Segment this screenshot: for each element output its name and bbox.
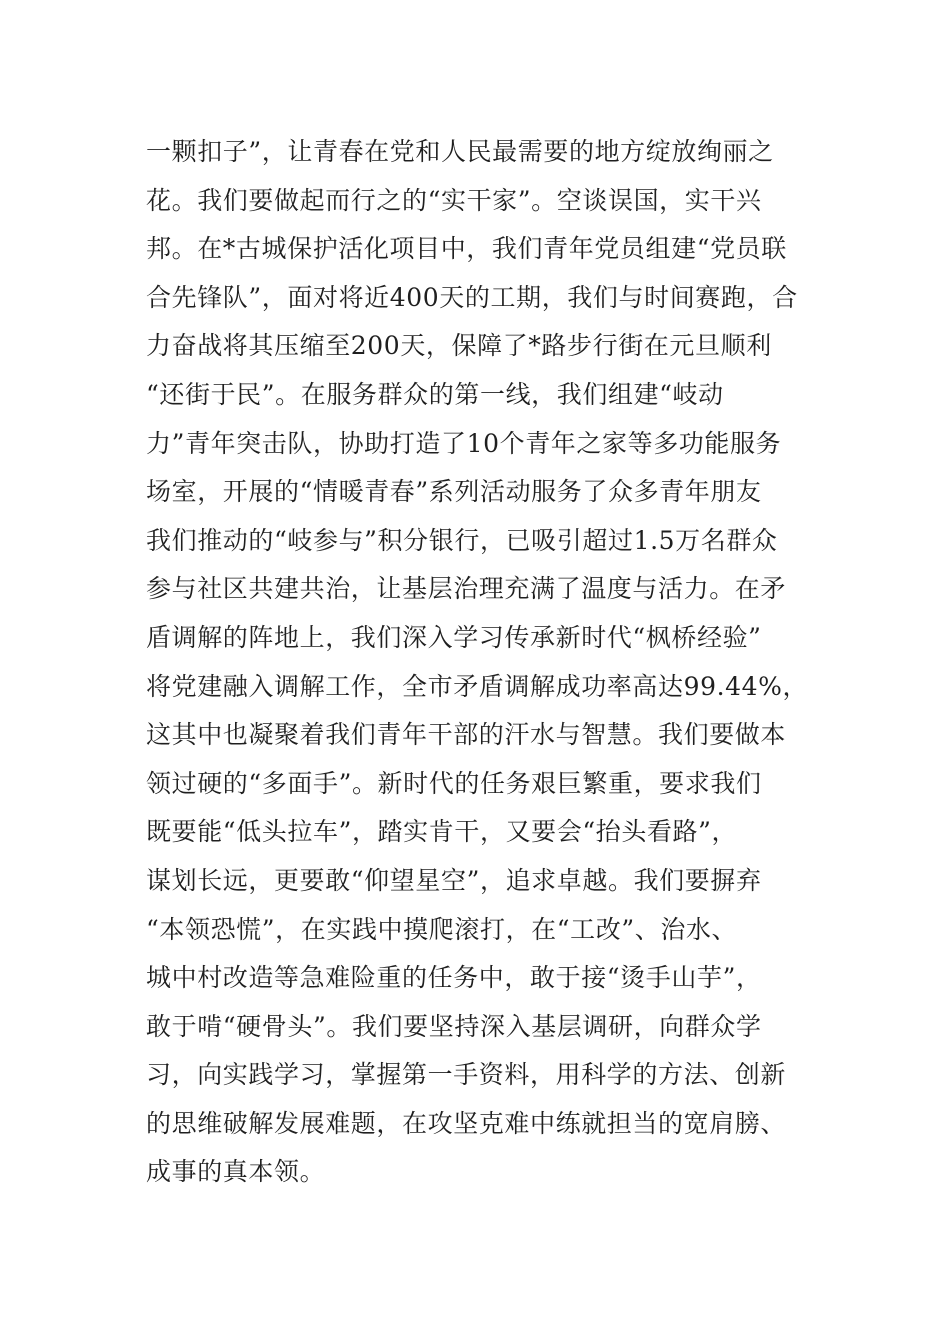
text-line: 将党建融入调解工作，全市矛盾调解成功率高达99.44%， [146,671,809,701]
text-line: 既要能“低头拉车”，踏实肯干，又要会“抬头看路”， [146,817,738,847]
text-line: “本领恐慌”，在实践中摸爬滚打，在“工改”、治水、 [146,914,738,944]
text-line: 花。我们要做起而行之的“实干家”。空谈误国，实干兴 [146,185,762,215]
text-line: 力奋战将其压缩至200天，保障了*路步行街在元旦顺利 [146,331,772,361]
text-line: 我们推动的“岐参与”积分银行，已吸引超过1.5万名群众 [146,525,778,555]
text-line: 城中村改造等急难险重的任务中，敢于接“烫手山芋”， [146,963,762,993]
text-line: 领过硬的“多面手”。新时代的任务艰巨繁重，要求我们 [146,768,762,798]
text-line: 一颗扣子”，让青春在党和人民最需要的地方绽放绚丽之 [146,137,774,166]
text-line: 力”青年突击队，协助打造了10个青年之家等多功能服务 [146,428,782,458]
text-line: 敢于啃“硬骨头”。我们要坚持深入基层调研，向群众学 [146,1011,762,1041]
text-line: 谋划长远，更要敢“仰望星空”，追求卓越。我们要摒弃 [146,865,762,895]
body-paragraph [146,128,816,1197]
text-line: 盾调解的阵地上，我们深入学习传承新时代“枫桥经验” [146,622,762,652]
text-line: 这其中也凝聚着我们青年干部的汗水与智慧。我们要做本 [146,720,787,750]
text-line: 场室，开展的“情暖青春”系列活动服务了众多青年朋友 [146,477,762,507]
text-line: 习，向实践学习，掌握第一手资料，用科学的方法、创新 [146,1060,787,1090]
text-line: 邦。在*古城保护活化项目中，我们青年党员组建“党员联 [146,234,787,264]
text-line: “还街于民”。在服务群众的第一线，我们组建“岐动 [146,379,724,409]
text-line: 的思维破解发展难题，在攻坚克难中练就担当的宽肩膀、 [146,1108,787,1138]
text-line: 参与社区共建共治，让基层治理充满了温度与活力。在矛 [146,574,787,604]
text-line: 成事的真本领。 [146,1157,326,1187]
text-line: 合先锋队”，面对将近400天的工期，我们与时间赛跑，合 [146,282,798,312]
